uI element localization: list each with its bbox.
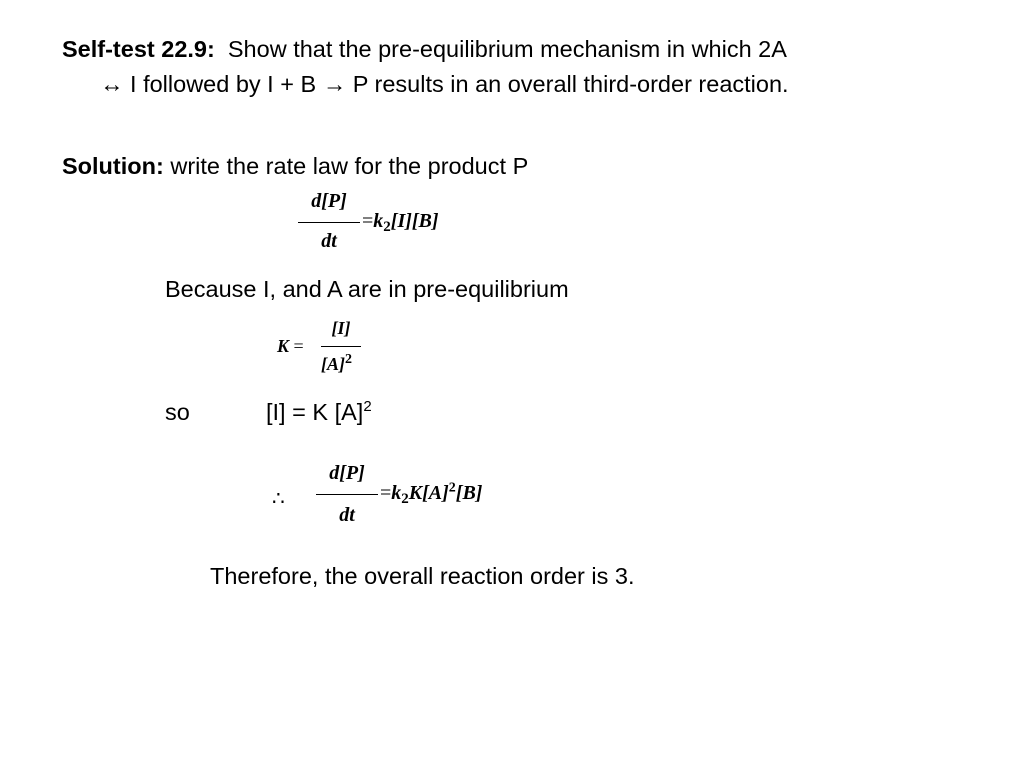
solution-text: write the rate law for the product P <box>170 153 529 179</box>
self-test-line-1 <box>62 35 787 63</box>
so-label: so <box>165 399 190 425</box>
eq2-numerator: [I] <box>331 318 351 338</box>
eq2-fraction-bar <box>321 346 361 347</box>
eq3-fraction-bar <box>316 494 378 495</box>
eq1-fraction-bar <box>298 222 360 223</box>
so-expression: [I] = K $[A]^2$ <box>266 398 372 425</box>
self-test-line-2: ↔ I followed by I + B → P results in an overall third-order reaction. <box>100 71 789 97</box>
solution-line <box>62 152 528 180</box>
eq3-numerator: d[P] <box>329 462 365 484</box>
eq2-denominator: $[A]^2$ <box>321 352 352 374</box>
eq1-numerator: d[P] <box>311 190 347 212</box>
eq1-rhs: $=k_2[I][B]$ <box>362 210 439 235</box>
therefore-symbol: ∴ <box>272 488 285 510</box>
solution-label: Solution: <box>62 153 164 179</box>
self-test-label: Self-test 22.9: <box>62 36 215 62</box>
eq3-rhs: $=k_2K[A]^2[B]$ <box>380 480 483 507</box>
conclusion-text: Therefore, the overall reaction order is 3. <box>210 563 635 589</box>
self-test-question-part1: Show that the pre-equilibrium mechanism in which 2A <box>227 36 787 62</box>
equilibrium-constant-equation <box>275 318 395 382</box>
eq1-denominator: dt <box>321 230 337 252</box>
pre-equilibrium-note: Because I, and A are in pre-equilibrium <box>165 276 569 302</box>
rate-law-equation <box>298 190 498 260</box>
eq3-denominator: dt <box>339 504 355 526</box>
final-rate-equation <box>272 462 572 534</box>
eq2-lhs: K = <box>277 336 304 356</box>
